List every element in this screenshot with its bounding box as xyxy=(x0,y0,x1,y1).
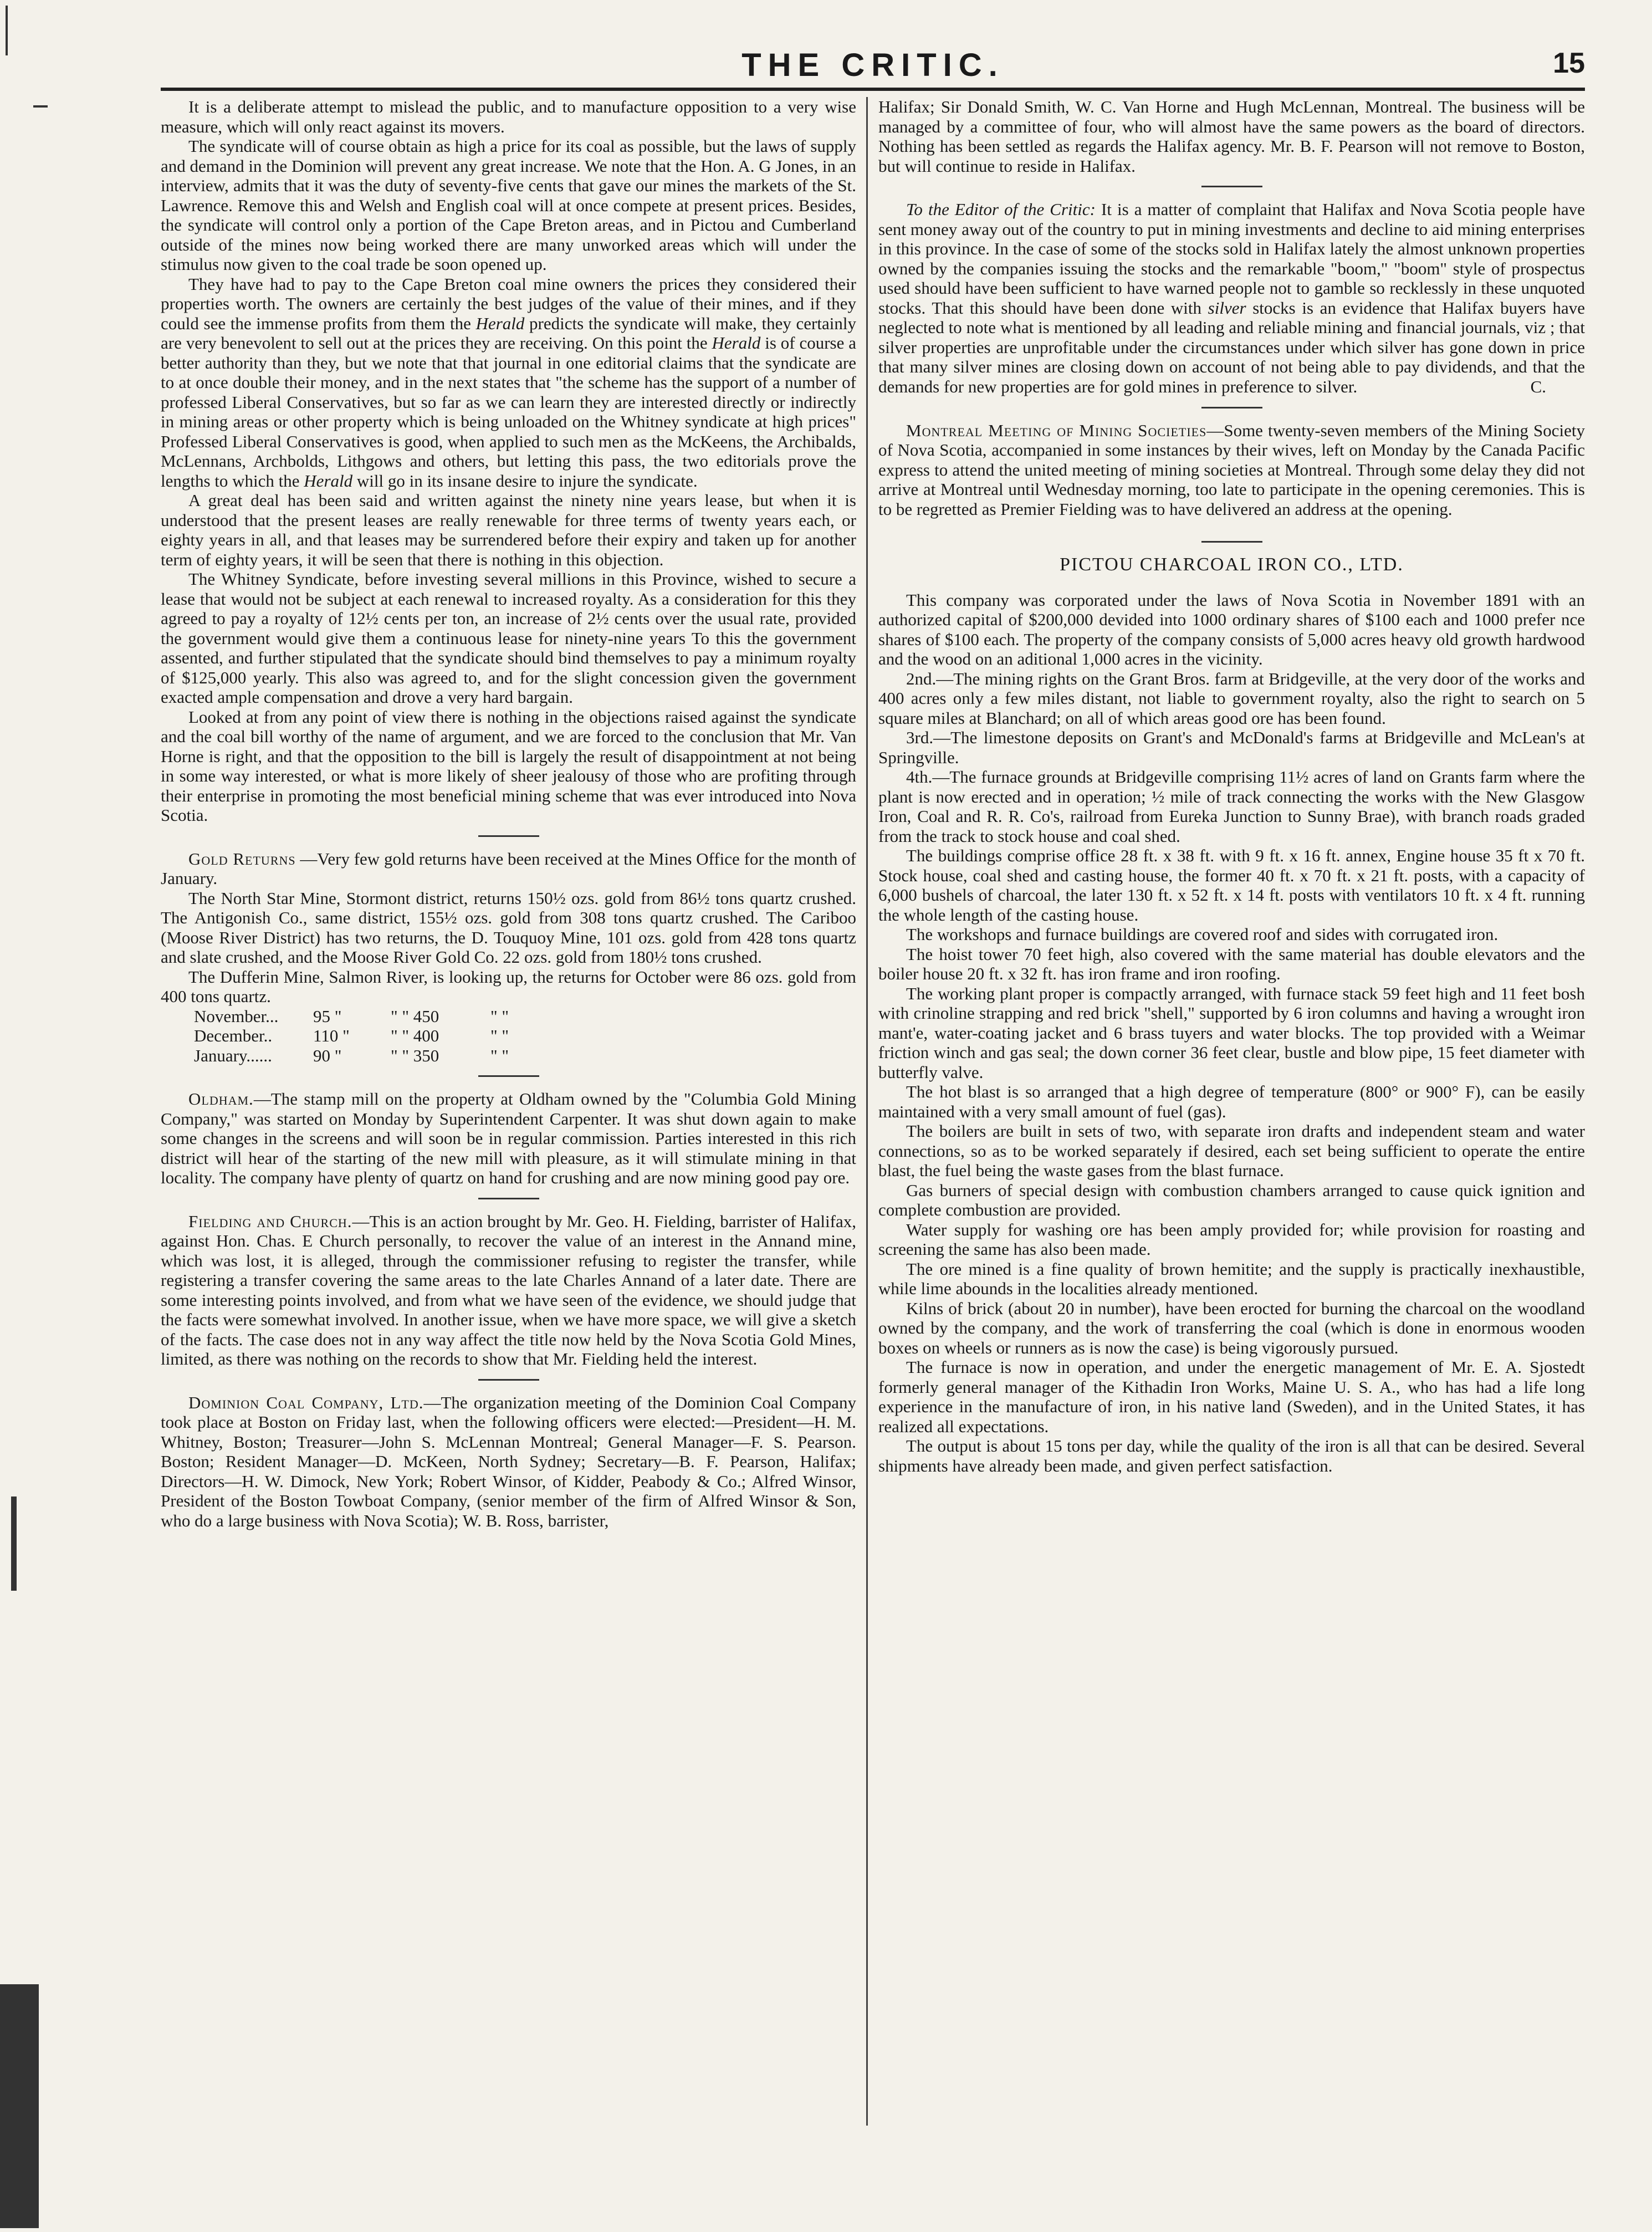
paragraph: They have had to pay to the Cape Breton coal mine owners the prices they considered their properties worth. The owners are certainly the best judges of the value of their mines, and if they could see the immense profits from them the Herald predicts the syndicate will make, they certainly are very benevolent to sell out at the prices they are receiving. On this point the Herald is of course a better authority than they, but we note that that journal in one editorial claims that the syndicate are to at once double their money, and in the next states that "the scheme has the support of a number of professed Liberal Conservatives, but so far as we can learn they are interested directly or indirectly in mining areas or other property which is being unloaded on the Whitney syndicate at high prices" Professed Liberal Conservatives is good, when applied to such men as the McKeens, the Archibalds, McLennans, Archbolds, Lithgows and others, but letting this pass, the two editorials prove the lengths to which the Herald will go in its insane desire to injure the syndicate. xyxy=(161,274,857,491)
paragraph: The hot blast is so arranged that a high degree of temperature (800° or 900° F), can be easily maintained with a very small amount of fuel (gas). xyxy=(878,1082,1585,1121)
paragraph: 4th.—The furnace grounds at Bridgeville comprising 11½ acres of land on Grants farm where the plant is now erected and in operation; ½ mile of track connecting the works with the New Glasgow Iron, Coal and R. R. Co's, railroad from Eureka Junction to Sunny Brae), with branch roads graded from the track to stock house and coal shed. xyxy=(878,767,1585,846)
paragraph: This company was corporated under the laws of Nova Scotia in November 1891 with an authorized capital of $200,000 devided into 1000 ordinary shares of $100 each and 1000 prefer nce shares of $100 each. The property of the company consists of 5,000 acres heavy old growth hardwood and the wood on an aditional 1,000 acres in the vicinity. xyxy=(878,590,1585,668)
gold-returns-table xyxy=(194,1007,856,1066)
paragraph: Halifax; Sir Donald Smith, W. C. Van Horne and Hugh McLennan, Montreal. The business will be managed by a committee of four, who will almost have the same powers as the board of directors. Nothing has been settled as regards the Halifax agency. Mr. B. F. Pearson will not remove to Boston, but will continue to reside in Halifax. xyxy=(878,97,1585,176)
paragraph: The North Star Mine, Stormont district, returns 150½ ozs. gold from 86½ tons quartz crushed. The Antigonish Co., same district, 155½ ozs. gold from 308 tons quartz crushed. The Cariboo (Moose River District) has two returns, the D. Touquoy Mine, 101 ozs. gold from 428 tons quartz and slate crushed, and the Moose River Gold Co. 22 ozs. gold from 180½ tons crushed. xyxy=(161,888,856,967)
right-column xyxy=(878,97,1585,1475)
section-heading: Montreal Meeting of Mining Societies xyxy=(906,420,1207,440)
section-rule xyxy=(478,1198,539,1199)
scan-artifact xyxy=(0,1984,39,2228)
section-heading: Fielding and Church. xyxy=(188,1211,352,1231)
table-row: January...... 90 " " " 350 " " xyxy=(194,1045,509,1065)
paragraph: Water supply for washing ore has been amply provided for; while provision for roasting and screening the same has also been made. xyxy=(878,1219,1585,1259)
article-title: PICTOU CHARCOAL IRON CO., LTD. xyxy=(1060,554,1404,575)
paragraph: Looked at from any point of view there is nothing in the objections raised against the syndicate and the coal bill worthy of the name of argument, and we are forced to the conclusion that Mr. Van Horne is right, and that the opposition to the bill is largely the result of disappointment at not being in some way interested, or what is more likely of sheer jealousy of those who are profiting through their enterprise in promoting the most beneficial mining scheme that was ever introduced into Nova Scotia. xyxy=(161,707,856,825)
montreal-meeting-article: Montreal Meeting of Mining Societies—Some twenty-seven members of the Mining Society of Nova Scotia, accompanied in some instances by their wives, left on Monday by the Canada Pacific express to attend the united meeting of mining societies at Montreal. Through some delay they did not arrive at Montreal until Wednesday morning, too late to participate in the opening ceremonies. This is to be regretted as Premier Fielding was to have delivered an address at the opening. xyxy=(878,420,1585,519)
dominion-coal-article: Dominion Coal Company, Ltd.—The organization meeting of the Dominion Coal Company took place at Boston on Friday last, when the following officers were elected:—President—H. M. Whitney, Boston; Treasurer—John S. McLennan Montreal; General Manager—F. S. Pearson. Boston; Resident Manager—D. McKeen, North Sydney; Secretary—B. F. Pearson, Halifax; Directors—H. W. Dimock, New York; Robert Winsor, of Kidder, Peabody & Co.; Alfred Winsor, President of the Boston Towboat Company, (senior member of the firm of Alfred Winsor & Son, who do a large business with Nova Scotia); W. B. Ross, barrister, xyxy=(161,1392,856,1530)
letter-to-editor: To the Editor of the Critic: It is a matter of complaint that Halifax and Nova Scotia people have sent money away out of the country to put in mining investments and decline to aid mining enterprises in this province. In the case of some of the stocks sold in Halifax lately the almost unknown properties owned by the companies issuing the stocks and the remarkable "boom," "boom" style of prospectus used should have been sufficient to have warned people not to gamble so recklessly in these unquoted stocks. That this should have been done with silver stocks is an evidence that Halifax buyers have neglected to note what is mentioned by all leading and reliable mining and financial journals, viz ; that silver properties are unprofitable under the circumstances under which silver has gone down in price that many silver mines are closing down on account of not being able to pay dividends, and that the demands for new properties are for gold mines in preference to silver. xyxy=(878,200,1585,396)
scan-artifact xyxy=(6,6,8,55)
paragraph: The working plant proper is compactly arranged, with furnace stack 59 feet high and 11 feet bosh with crinoline strapping and red brick "shell," supported by 6 iron columns and having a wrought iron mant'e, water-coating jacket and 6 brass tuyers and water blocks. The top provided with a Weimar friction winch and gas seal; the down corner 36 feet clear, bustle and blow pipe, 15 feet diameter with butterfly valve. xyxy=(878,983,1585,1082)
paragraph: The hoist tower 70 feet high, also covered with the same material has double elevators and the boiler house 20 ft. x 32 ft. has iron frame and iron roofing. xyxy=(878,944,1585,983)
paragraph: The furnace is now in operation, and under the energetic management of Mr. E. A. Sjostedt formerly general manager of the Kithadin Iron Works, Maine U. S. A., who has had a life long experience in the manufacture of iron, in his native land (Sweden), and in the United States, it has realized all expectations. xyxy=(878,1357,1585,1436)
section-heading: Oldham. xyxy=(188,1089,254,1109)
section-rule xyxy=(1201,186,1262,187)
paragraph: The Dufferin Mine, Salmon River, is looking up, the returns for October were 86 ozs. gold from 400 tons quartz. xyxy=(161,967,856,1006)
section-rule xyxy=(478,1379,539,1381)
paragraph: The workshops and furnace buildings are covered roof and sides with corrugated iron. xyxy=(906,925,1498,944)
fielding-article: Fielding and Church.—This is an action brought by Mr. Geo. H. Fielding, barrister of Halifax, against Hon. Chas. E Church personally, to recover the value of an interest in the Annand mine, which was lost, it is alleged, through the commissioner refusing to register the transfer, while registering a transfer covering the same areas to the late Charles Annand of a later date. There are some interesting points involved, and from what we have seen of the evidence, we should judge that the facts were somewhat involved. In another issue, when we have more space, we will give a sketch of the facts. The case does not in any way affect the title now held by the Nova Scotia Gold Mines, limited, as there was nothing on the records to show that Mr. Fielding held the interest. xyxy=(161,1211,856,1368)
letter-salutation: To the Editor of the Critic: xyxy=(906,200,1096,219)
table-row: December.. 110 " " " 400 " " xyxy=(194,1026,509,1045)
section-heading: Dominion Coal Company, Ltd. xyxy=(188,1392,424,1412)
scan-artifact xyxy=(33,105,48,108)
paragraph: The syndicate will of course obtain as high a price for its coal as possible, but the laws of supply and demand in the Dominion will prevent any great increase. We note that the Hon. A. G Jones, in an interview, admits that it was the duty of seventy-five cents that gave our mines the markets of the St. Lawrence. Remove this and Welsh and English coal will at once compete at present prices. Besides, the syndicate will control only a portion of the Cape Breton areas, and in Pictou and Cumberland outside of the mines now being worked there are many unworked areas which will under the stimulus now given to the coal trade be soon opened up. xyxy=(161,136,856,274)
page-header xyxy=(161,43,1585,91)
page-number: 15 xyxy=(1553,47,1585,79)
paragraph: A great deal has been said and written against the ninety nine years lease, but when it is understood that the present leases are really renewable for three terms of twenty years each, or eighty years in all, and that leases may be surrendered before their expiry and taken up for another term of eighty years, it will be seen that there is nothing in this objection. xyxy=(161,491,856,569)
letter-signature: C. xyxy=(1530,377,1546,396)
section-heading: Gold Returns xyxy=(188,849,296,869)
table-row: November... 95 " " " 450 " " xyxy=(194,1006,509,1026)
masthead: THE CRITIC. xyxy=(741,47,1004,83)
paragraph: 2nd.—The mining rights on the Grant Bros. farm at Bridgeville, at the very door of the works and 400 acres only a few miles distant, not liable to government royalty, also the right to search on 5 square miles at Blanchard; on all of which areas good ore has been found. xyxy=(878,668,1585,728)
paragraph: Gas burners of special design with combustion chambers arranged to cause quick ignition and complete combustion are provided. xyxy=(878,1180,1585,1219)
section-rule xyxy=(1201,541,1262,543)
paragraph: The Whitney Syndicate, before investing several millions in this Province, wished to secure a lease that would not be subject at each renewal to increased royalty. As a consideration for this they agreed to pay a royalty of 12½ cents per ton, an increase of 2½ cents over the usual rate, provided the government would give them a continuous lease for ninety-nine years To this the government assented, and further stipulated that the syndicate should bind themselves to pay a minimum royalty of $125,000 yearly. This also was agreed to, and for the slight concession given the government exacted ample compensation and drove a very hard bargain. xyxy=(161,569,856,707)
section-rule xyxy=(1201,407,1262,408)
paragraph: The boilers are built in sets of two, with separate iron drafts and independent steam and water connections, so as to be worked separately if desired, each set being sufficient to operate the entire blast, the fuel being the waste gases from the blast furnace. xyxy=(878,1121,1585,1180)
section-rule xyxy=(478,1075,539,1077)
paragraph: The buildings comprise office 28 ft. x 38 ft. with 9 ft. x 16 ft. annex, Engine house 35 ft x 70 ft. Stock house, coal shed and casting house, the former 40 ft. x 70 ft. x 21 ft. posts, with a capacity of 6,000 bushels of charcoal, the later 130 ft. x 52 ft. x 14 ft. posts with ventilators 10 ft. x 4 ft. running the whole length of the casting house. xyxy=(878,846,1585,925)
section-rule xyxy=(478,835,539,837)
scan-artifact xyxy=(11,1496,17,1591)
paragraph: Kilns of brick (about 20 in number), have been erocted for burning the charcoal on the woodland owned by the company, and the work of transferring the coal (which is done in enormous wooden boxes on wheels or runners as is now the case) is being vigorously pursued. xyxy=(878,1298,1585,1357)
paragraph: The ore mined is a fine quality of brown hemitite; and the supply is practically inexhaustible, while lime abounds in the localities already mentioned. xyxy=(878,1259,1585,1298)
paragraph: The output is about 15 tons per day, while the quality of the iron is all that can be desired. Several shipments have already been made, and given perfect satisfaction. xyxy=(878,1436,1585,1475)
left-column xyxy=(161,97,856,1530)
column-divider xyxy=(866,97,868,2126)
oldham-article: Oldham.—The stamp mill on the property at Oldham owned by the "Columbia Gold Mining Company," was started on Monday by Superintendent Carpenter. It was shut down again to make some changes in the screens and will soon be in regular commission. Parties interested in this rich district will hear of the starting of the new mill with pleasure, as it will stimulate mining in that locality. The company have plenty of quartz on hand for crushing and are now mining good pay ore. xyxy=(161,1089,856,1187)
gold-returns-article: Gold Returns —Very few gold returns have been received at the Mines Office for the month of January. xyxy=(161,849,856,888)
paragraph: It is a deliberate attempt to mislead the public, and to manufacture opposition to a very wise measure, which will only react against its movers. xyxy=(161,97,856,136)
paragraph: 3rd.—The limestone deposits on Grant's and McDonald's farms at Bridgeville and McLean's at Springville. xyxy=(878,728,1585,767)
